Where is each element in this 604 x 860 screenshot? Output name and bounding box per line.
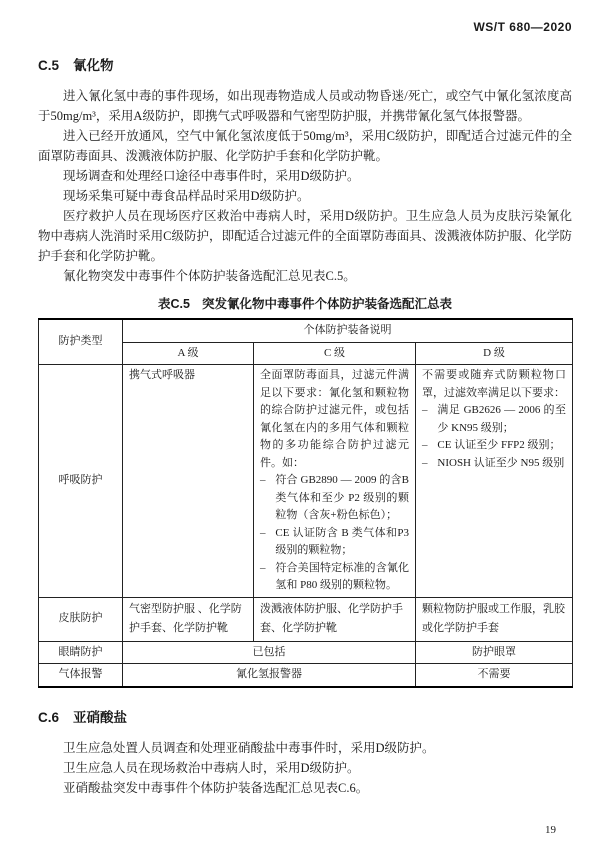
bullet-item bbox=[260, 525, 409, 560]
row-label-respiratory: 呼吸防护 bbox=[39, 365, 123, 598]
paragraph: 进入氰化氢中毒的事件现场，如出现毒物造成人员或动物昏迷/死亡，或空气中氰化氢浓度高于50mg/m³，采用A级防护，即携气式呼吸器和气密型防护服，并携带氰化氢气体报警器。 bbox=[38, 89, 572, 123]
bullet-text: 满足 GB2626 — 2006 的至少 KN95 级别； bbox=[437, 404, 567, 434]
skin-level-c-cell: 泼溅液体防护服、化学防护手套、化学防护靴 bbox=[254, 597, 416, 641]
header-protection-type: 防护类型 bbox=[39, 319, 123, 365]
section-c5-body bbox=[38, 86, 572, 286]
section-heading-c5 bbox=[38, 58, 572, 74]
bullet-item bbox=[422, 437, 566, 455]
dash-bullet-marker: – bbox=[260, 474, 266, 486]
bullet-text: NIOSH 认证至少 N95 级别 bbox=[437, 456, 565, 469]
dash-bullet-marker: – bbox=[260, 561, 266, 574]
standard-code-header: WS/T 680—2020 bbox=[473, 20, 572, 34]
eye-level-d-cell: 防护眼罩 bbox=[416, 641, 573, 664]
section-title: 氰化物 bbox=[73, 58, 114, 73]
paragraph: 医疗救护人员在现场医疗区救治中毒病人时，采用D级防护。卫生应急人员为皮肤污染氰化物中毒病人洗消时采用C级防护，即配适合过滤元件的全面罩防毒面具、泼溅液体防护服、化学防护手套和化学防护靴。 bbox=[38, 209, 572, 263]
respiratory-level-d-cell bbox=[416, 365, 573, 598]
paragraph: 现场调查和处理经口途径中毒事件时，采用D级防护。 bbox=[63, 169, 360, 183]
cell-intro: 全面罩防毒面具，过滤元件满足以下要求：氰化氢和颗粒物的综合防护过滤元件，或包括氰化氢在内的多用气体和颗粒物的多功能综合防护过滤元件。如： bbox=[260, 369, 409, 469]
bullet-item bbox=[422, 402, 566, 437]
bullet-text: 符合美国特定标准的含氰化氢和 P80 级别的颗粒物。 bbox=[275, 561, 409, 591]
page-number: 19 bbox=[545, 824, 556, 836]
section-number: C.5 bbox=[38, 58, 60, 73]
paragraph: 卫生应急人员在现场救治中毒病人时，采用D级防护。 bbox=[63, 760, 360, 775]
paragraph: 现场采集可疑中毒食品样品时采用D级防护。 bbox=[63, 189, 310, 203]
dash-bullet-marker: – bbox=[422, 439, 428, 451]
bullet-text: 符合 GB2890 — 2009 的含B 类气体和至少 P2 级别的颗粒物（含灰+粉色标色）； bbox=[275, 474, 409, 521]
header-ppe-description: 个体防护装备说明 bbox=[123, 319, 573, 342]
cell-bullet-list bbox=[260, 472, 409, 595]
paragraph: 氰化物突发中毒事件个体防护装备选配汇总见表C.5。 bbox=[63, 269, 356, 283]
bullet-item bbox=[260, 560, 409, 595]
bullet-item bbox=[260, 472, 409, 525]
table-row-respiratory bbox=[39, 365, 573, 598]
dash-bullet-marker: – bbox=[422, 456, 428, 469]
bullet-item bbox=[422, 455, 566, 473]
table-number: 表C.5 bbox=[158, 297, 190, 311]
table-title bbox=[38, 296, 572, 312]
header-level-c: C 级 bbox=[254, 342, 416, 365]
paragraph: 进入已经开放通风，空气中氰化氢浓度低于50mg/m³，采用C级防护，即配适合过滤元件的全面罩防毒面具、泼溅液体防护服、化学防护手套和化学防护靴。 bbox=[38, 129, 572, 163]
table-caption: 突发氰化物中毒事件个体防护装备选配汇总表 bbox=[201, 297, 452, 311]
ppe-selection-table bbox=[38, 318, 573, 688]
dash-bullet-marker: – bbox=[260, 526, 266, 539]
section-title: 亚硝酸盐 bbox=[73, 709, 128, 725]
cell-intro: 不需要或随弃式防颗粒物口罩，过滤效率满足以下要求： bbox=[422, 369, 567, 399]
row-label-eye: 眼睛防护 bbox=[39, 641, 123, 664]
table-row-eye bbox=[39, 641, 573, 664]
row-label-skin: 皮肤防护 bbox=[39, 597, 123, 641]
skin-level-a-cell: 气密型防护服 、化学防护手套、化学防护靴 bbox=[123, 597, 254, 641]
dash-bullet-marker: – bbox=[422, 404, 428, 416]
respiratory-level-c-cell bbox=[254, 365, 416, 598]
respiratory-level-a-cell: 携气式呼吸器 bbox=[123, 365, 254, 598]
cell-bullet-list bbox=[422, 402, 566, 472]
table-row-skin bbox=[39, 597, 573, 641]
bullet-text: CE 认证防含 B 类气体和P3 级别的颗粒物； bbox=[275, 526, 409, 556]
table-row-gas-alarm bbox=[39, 664, 573, 687]
section-c6-body bbox=[38, 738, 572, 798]
paragraph: 亚硝酸盐突发中毒事件个体防护装备选配汇总见表C.6。 bbox=[63, 780, 369, 795]
section-number: C.6 bbox=[38, 709, 60, 725]
paragraph: 卫生应急处置人员调查和处理亚硝酸盐中毒事件时，采用D级防护。 bbox=[63, 740, 435, 755]
header-level-d: D 级 bbox=[416, 342, 573, 365]
bullet-text: CE 认证至少 FFP2 级别； bbox=[437, 439, 561, 451]
header-level-a: A 级 bbox=[123, 342, 254, 365]
row-label-gas-alarm: 气体报警 bbox=[39, 664, 123, 687]
skin-level-d-cell: 颗粒物防护服或工作服，乳胶或化学防护手套 bbox=[416, 597, 573, 641]
alarm-level-d-cell: 不需要 bbox=[416, 664, 573, 687]
alarm-level-ac-cell: 氰化氢报警器 bbox=[123, 664, 416, 687]
section-heading-c6 bbox=[38, 710, 572, 726]
eye-level-ac-cell: 已包括 bbox=[123, 641, 416, 664]
